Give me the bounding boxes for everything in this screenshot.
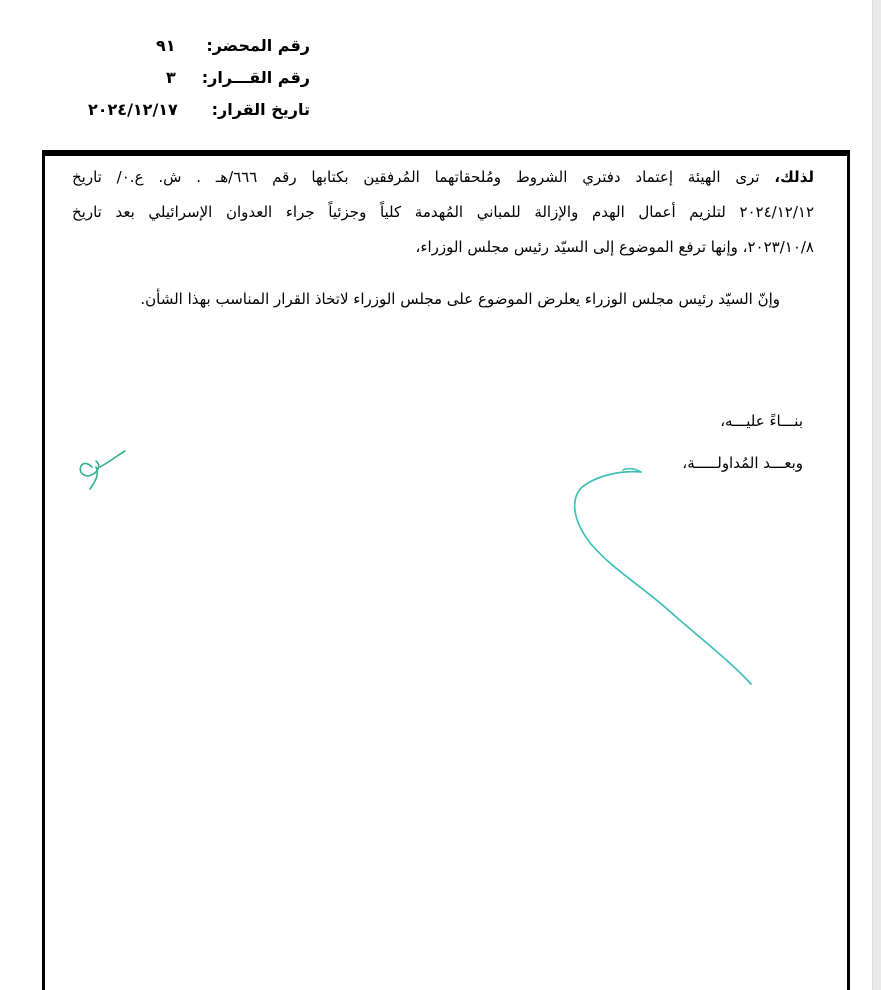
closing-accordingly: بنـــاءً عليـــه، bbox=[720, 412, 803, 430]
decision-date-label: تاريخ القرار: bbox=[211, 100, 310, 119]
decision-number-value: ٣ bbox=[166, 68, 176, 87]
decision-date-row bbox=[88, 100, 310, 122]
lead-word: لذلك، bbox=[774, 168, 814, 186]
paragraph1-line1-text: ترى الهيئة إعتماد دفتري الشروط ومُلحقاتهما المُرفقين بكتابها رقم ٦٦٦/هـ . ش. ع.٠/ تاريخ bbox=[72, 168, 760, 186]
decision-number-label: رقم القـــرار: bbox=[201, 68, 310, 87]
paragraph1-line1 bbox=[72, 168, 814, 186]
paragraph1-line3: ٢٠٢٣/١٠/٨، وإنها ترفع الموضوع إلى السيّد رئيس مجلس الوزراء، bbox=[415, 238, 814, 256]
minutes-number-value: ٩١ bbox=[156, 36, 176, 55]
minutes-number-row bbox=[150, 36, 310, 58]
paragraph1-line2: ٢٠٢٤/١٢/١٢ لتلزيم أعمال الهدم والإزالة للمباني المُهدمة كلياً وجزئياً جراء العدوان الإسرائيلي بعد تاريخ bbox=[72, 203, 814, 221]
decision-date-value: ٢٠٢٤/١٢/١٧ bbox=[88, 100, 178, 119]
decision-frame bbox=[42, 150, 850, 990]
paragraph2: وإنّ السيّد رئيس مجلس الوزراء يعلرض الموضوع على مجلس الوزراء لاتخاذ القرار المناسب بهذا الشأن. bbox=[140, 290, 780, 308]
minutes-number-label: رقم المحضر: bbox=[206, 36, 310, 55]
decision-number-row bbox=[150, 68, 310, 90]
closing-deliberation: وبعـــد المُداولـــــة، bbox=[682, 454, 803, 472]
page-edge bbox=[872, 0, 873, 990]
